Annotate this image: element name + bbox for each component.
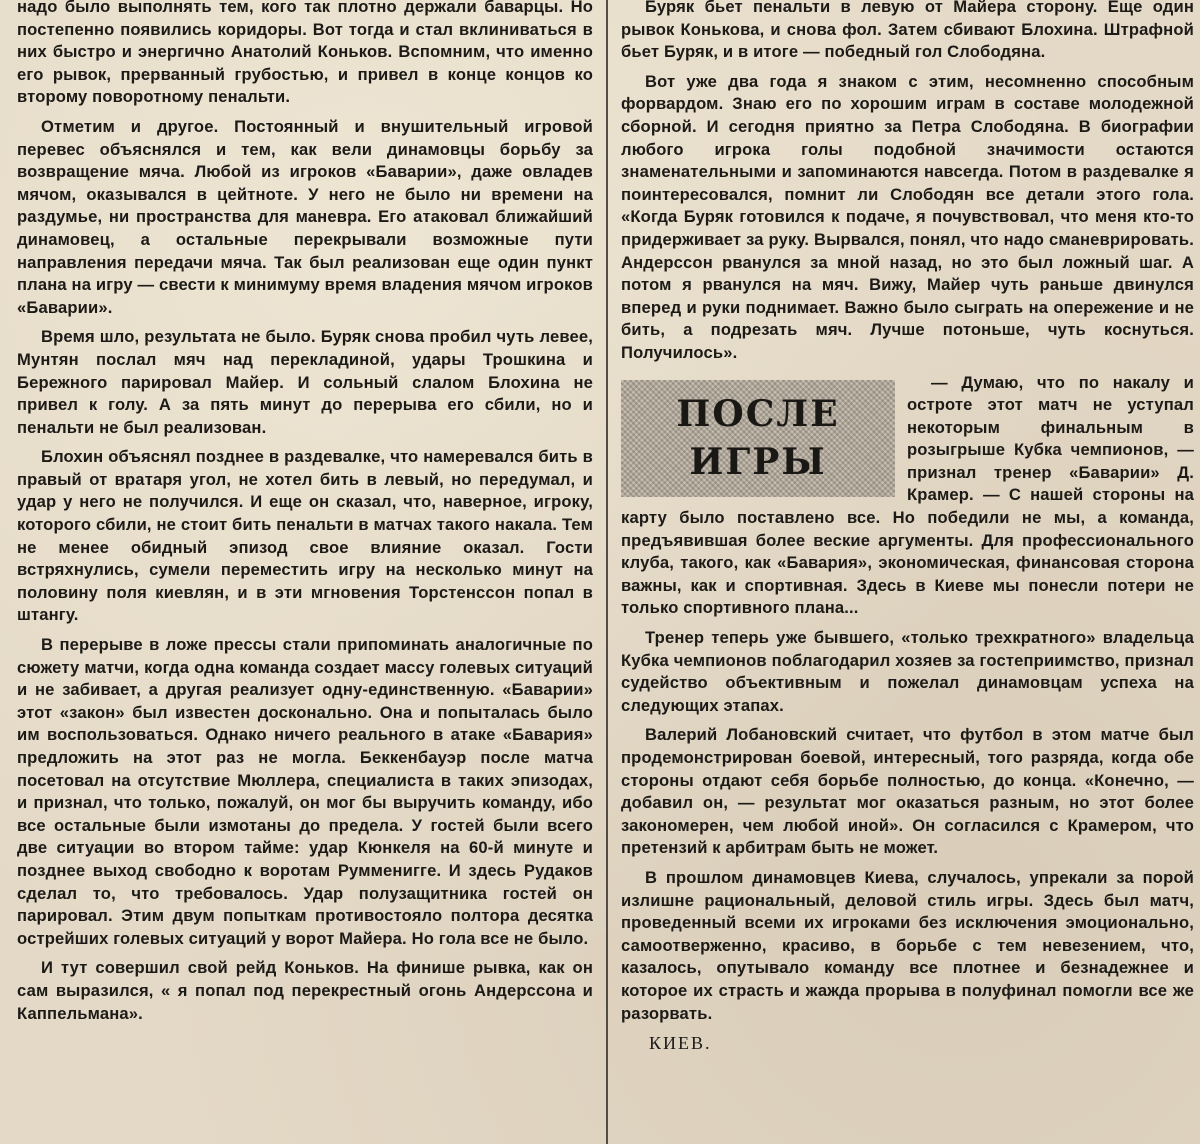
paragraph: Тренер теперь уже бывшего, «только трехкратного» владельца Кубка чемпионов поблагодарил хозяев за гостеприимство, признал судейство объективным и пожелал динамовцам успеха на следующих этапах.: [621, 628, 1194, 715]
paragraph: Блохин объяснял позднее в раздевалке, что намеревался бить в правый от вратаря угол, не хотел бить в левый, но передумал, и удар у него не получился. И еще он сказал, что, наверное, игроку, которого сбили, не стоит бить пенальти в матчах такого накала. Тем не менее обидный эпизод свое влияние оказал. Гости встряхнулись, сумели переместить игру на несколько минут на половину поля киевлян, и в эти мгновения Торстенссон попал в штангу.: [17, 447, 593, 625]
right-column: [621, 0, 1194, 1054]
paragraph: Буряк бьет пенальти в левую от Майера сторону. Еще один рывок Конькова, и снова фол. Затем сбивают Блохина. Штрафной бьет Буряк, и в итоге — победный гол Слободяна.: [621, 0, 1194, 62]
left-column: [17, 0, 593, 1032]
paragraph: В прошлом динамовцев Киева, случалось, упрекали за порой излишне рациональный, деловой стиль игры. Здесь был матч, проведенный всеми их игроками без исключения эмоционально, самоотверженно, красиво, в борьбе с тем невезением, что, казалось, опутывало команду все плотнее и безнадежнее и которое их страсть и жажда прорыва в полуфинал помогли все же разорвать.: [621, 867, 1194, 1023]
paragraph: В перерыве в ложе прессы стали припоминать аналогичные по сюжету матчи, когда одна команда создает массу голевых ситуаций и не забивает, а другая реализует одну-единственную. «Баварии» этот «закон» был известен досконально. Она и попыталась было им воспользоваться. Однако ничего реального в атаке «Бавария» предложить на этот раз не могла. Беккенбауэр после матча посетовал на отсутствие Мюллера, специалиста в таких эпизодах, и признал, что только, пожалуй, он мог бы выручить команду, ибо все остальные были измотаны до предела. У гостей были всего две ситуации во втором тайме: удар Кюнкеля на 60-й минуте и позднее выход свободно к воротам Румменигге. И здесь Рудаков сделал то, что требовалось. Удар полузащитника гостей он парировал. Этим двум попыткам противостояло полтора десятка острейших голевых ситуаций у ворот Майера. Но гола все не было.: [17, 635, 593, 948]
paragraph: Вот уже два года я знаком с этим, несомненно способным форвардом. Знаю его по хорошим играм в составе молодежной сборной. И сегодня приятно за Петра Слободяна. В биографии любого игрока голы подобной значимости остаются знаменательными и запоминаются навсегда. Потом в раздевалке я поинтересовался, помнит ли Слободян все детали этого гола. «Когда Буряк готовился к подаче, я почувствовал, что меня кто-то придерживает за руку. Вырвался, понял, что надо сманеврировать. Андерссон рванулся за мной назад, но это был ложный шаг. А потом я рванулся на мяч. Вижу, Майер чуть раньше двинулся вперед и руки поднимает. Важно было сыграть на опережение и не бить, а подрезать мяч. Лучше потоньше, чуть коснуться. Получилось».: [621, 71, 1194, 362]
paragraph: надо было выполнять тем, кого так плотно держали баварцы. Но постепенно появились коридоры. Вот тогда и стал вклиниваться в них быстро и энергично Анатолий Коньков. Вспомним, что именно его рывок, прерванный грубостью, и привел в конце концов ко второму поворотному пенальти.: [17, 0, 593, 107]
dateline: КИЕВ.: [649, 1033, 712, 1054]
paragraph: Отметим и другое. Постоянный и внушительный игровой перевес объяснялся и тем, как вели динамовцы борьбу за возвращение мяча. Любой из игроков «Баварии», даже овладев мячом, оказывался в цейтноте. У него не было ни времени на раздумье, ни пространства для маневра. Его атаковал ближайший динамовец, а остальные перекрывали возможные пути направления передачи мяча. Так был реализован еще один пункт плана на игру — свести к минимуму время владения мячом игроков «Баварии».: [17, 116, 593, 317]
section-heading: [621, 380, 895, 497]
paragraph: И тут совершил свой рейд Коньков. На финише рывка, как он сам выразился, « я попал под перекрестный огонь Андерссона и Каппельмана».: [17, 958, 593, 1023]
paragraph: Валерий Лобановский считает, что футбол в этом матче был продемонстрирован боевой, интересный, того разряда, когда обе стороны отдают себя борьбе полностью, до конца. «Конечно, — добавил он, — результат мог оказаться разным, но этот более закономерен, чем любой иной». Он согласился с Крамером, что претензий к арбитрам быть не может.: [621, 725, 1194, 858]
section-heading-line: ИГРЫ: [689, 441, 827, 483]
column-divider: [606, 0, 608, 1144]
paragraph: Время шло, результата не было. Буряк снова пробил чуть левее, Мунтян послал мяч над перекладиной, удары Трошкина и Бережного парировал Майер. И сольный слалом Блохина не привел к голу. А за пять минут до перерыва его сбили, но и пенальти не был реализован.: [17, 327, 593, 437]
paragraph: — Думаю, что по накалу и остроте этот матч не уступал некоторым финальным в розыгрыше Кубка чемпионов, — признал тренер «Баварии» Д. Крамер. — С нашей стороны на карту было поставлено все. Но победили не мы, а команда, предъявившая более веские аргументы. Для профессионального клуба, такого, как «Бавария», экономическая, финансовая сторона важны, как и спортивная. Здесь в Киеве мы понесли потери не только спортивного плана...: [621, 372, 1194, 618]
section-heading-line: ПОСЛЕ: [676, 393, 840, 435]
